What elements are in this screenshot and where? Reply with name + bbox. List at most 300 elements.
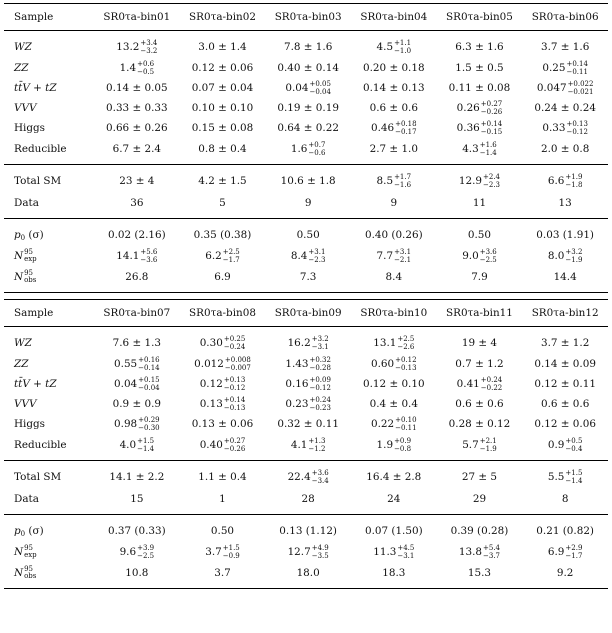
uncertainty-down: −1.4	[479, 149, 497, 157]
value	[284, 41, 332, 53]
value-cell	[180, 515, 266, 543]
table-divider	[4, 293, 608, 300]
value-cell	[94, 219, 180, 247]
value-cell	[180, 562, 266, 589]
row-label-n_exp	[4, 246, 94, 266]
value-cell	[522, 542, 608, 562]
value	[548, 248, 583, 264]
value-cell	[522, 562, 608, 589]
value	[113, 337, 161, 349]
row-label-total_sm	[4, 165, 94, 193]
p0-symbol: p	[14, 228, 21, 241]
uncertainty-up: +0.18	[395, 120, 417, 128]
uncertainty-up: +5.4	[483, 544, 501, 552]
central-value: 0.55	[114, 358, 138, 370]
uncertainty-up: +3.1	[308, 248, 326, 256]
value-cell	[94, 31, 180, 59]
central-value: 29	[472, 493, 487, 505]
central-value: 3.7 ± 1.6	[540, 41, 590, 53]
asym-uncertainty	[565, 173, 582, 189]
value	[377, 39, 412, 55]
value	[459, 544, 500, 560]
table-row-wz	[4, 327, 608, 355]
central-value: 0.12 ± 0.06	[534, 418, 596, 430]
uncertainty-down: −3.7	[483, 552, 501, 560]
asym-uncertainty	[138, 356, 159, 372]
value-cell	[437, 394, 523, 414]
p0-unit: (σ)	[25, 524, 44, 537]
value-cell	[94, 374, 180, 394]
row-label-zz	[4, 354, 94, 374]
table-row-vvv	[4, 98, 608, 118]
central-value: 0.40 ± 0.14	[277, 62, 339, 74]
sample-label: Sample	[14, 11, 54, 23]
central-value: 0.41	[456, 378, 480, 390]
uncertainty-down: −3.2	[140, 47, 158, 55]
value	[548, 469, 583, 485]
value	[125, 271, 148, 283]
value	[119, 175, 154, 187]
central-value: 3.7	[214, 567, 231, 579]
central-value: 0.39 (0.28)	[450, 525, 509, 537]
central-value: 0.40 (0.26)	[364, 229, 423, 241]
central-value: 0.24 ± 0.24	[534, 102, 596, 114]
table-row-wz	[4, 31, 608, 59]
uncertainty-down: −1.9	[565, 256, 583, 264]
central-value: 1.4	[119, 62, 137, 74]
central-value: 0.4 ± 0.4	[369, 398, 418, 410]
value-cell	[94, 327, 180, 355]
n-symbol: N	[14, 271, 24, 283]
uncertainty-down: −0.26	[223, 445, 246, 453]
row-label-p0	[4, 515, 94, 543]
asym-uncertainty	[483, 544, 500, 560]
central-value: 0.32 ± 0.11	[277, 418, 339, 430]
value	[462, 437, 497, 453]
n-superscript: 95	[24, 565, 34, 573]
value	[106, 82, 168, 94]
value-cell	[437, 414, 523, 434]
value	[130, 197, 143, 209]
value	[302, 493, 315, 505]
table-row-n_exp	[4, 246, 608, 266]
reducible-label: Reducible	[14, 143, 67, 155]
uncertainty-up: +1.5	[565, 469, 583, 477]
asym-uncertainty	[483, 173, 500, 189]
value-cell	[522, 414, 608, 434]
central-value: 1.1 ± 0.4	[198, 471, 247, 483]
value-cell	[437, 562, 523, 589]
value-cell	[437, 327, 523, 355]
uncertainty-down: −0.13	[395, 364, 417, 372]
value-cell	[437, 246, 523, 266]
table-row-total_sm	[4, 461, 608, 489]
uncertainty-down: −0.04	[138, 384, 160, 392]
uncertainty-up: +3.2	[311, 335, 329, 343]
central-value: 16.2	[287, 337, 311, 349]
row-label-vvv	[4, 98, 94, 118]
uncertainty-up: +1.9	[565, 173, 583, 181]
central-value: 6.6	[547, 175, 565, 187]
uncertainty-up: +0.12	[395, 356, 417, 364]
value	[371, 120, 417, 136]
value	[537, 80, 594, 96]
value	[114, 356, 160, 372]
row-label-ttv	[4, 374, 94, 394]
central-value: 0.12 ± 0.06	[191, 62, 254, 74]
value	[548, 544, 583, 560]
table-row-data	[4, 488, 608, 515]
value	[455, 398, 503, 410]
table-row-n_obs	[4, 266, 608, 293]
uncertainty-down: −1.2	[308, 445, 326, 453]
value-cell	[94, 488, 180, 515]
value	[114, 416, 160, 432]
value-cell	[94, 414, 180, 434]
p0-unit: (σ)	[25, 228, 44, 241]
row-label-higgs	[4, 414, 94, 434]
sample-label: Sample	[14, 307, 54, 319]
uncertainty-up: +0.09	[309, 376, 331, 384]
value-cell	[94, 394, 180, 414]
n-indices	[24, 249, 37, 263]
table-row-data	[4, 192, 608, 219]
uncertainty-down: −1.6	[394, 181, 412, 189]
value-cell	[94, 165, 180, 193]
central-value: 0.33 ± 0.33	[106, 102, 168, 114]
value-cell	[437, 354, 523, 374]
value	[113, 143, 161, 155]
central-value: 6.9	[214, 271, 231, 283]
value-cell	[351, 118, 437, 138]
value	[451, 525, 509, 537]
uncertainty-up: +1.6	[479, 141, 497, 149]
value-cell	[351, 461, 437, 489]
value-cell	[437, 118, 523, 138]
yield-tables	[4, 3, 608, 589]
value-cell	[94, 78, 180, 98]
value-cell	[437, 138, 523, 165]
row-label-reducible	[4, 434, 94, 461]
column-header: SR0τa-bin03	[265, 4, 351, 31]
value-cell	[522, 246, 608, 266]
value	[113, 398, 161, 410]
central-value: 0.19 ± 0.19	[277, 102, 339, 114]
value	[534, 418, 596, 430]
row-label-wz	[4, 327, 94, 355]
value-cell	[180, 266, 266, 293]
value-cell	[180, 192, 266, 219]
value-cell	[437, 266, 523, 293]
asym-uncertainty	[568, 80, 594, 96]
uncertainty-up: +0.7	[308, 141, 326, 149]
value-cell	[351, 434, 437, 461]
value	[373, 335, 414, 351]
central-value: 0.35 (0.38)	[193, 229, 252, 241]
column-header: SR0τa-bin01	[94, 4, 180, 31]
double-rule	[4, 293, 608, 300]
value-cell	[351, 354, 437, 374]
value	[288, 544, 329, 560]
value	[365, 229, 423, 241]
value	[205, 544, 240, 560]
uncertainty-up: +5.6	[140, 248, 158, 256]
central-value: 0.23	[285, 398, 309, 410]
central-value: 3.0 ± 1.4	[198, 41, 247, 53]
uncertainty-down: −3.6	[140, 256, 158, 264]
uncertainty-up: +0.25	[223, 335, 246, 343]
central-value: 15	[130, 493, 144, 505]
central-value: 7.7	[376, 250, 394, 262]
uncertainty-up: +0.14	[223, 396, 246, 404]
value	[279, 525, 337, 537]
n-indices	[24, 545, 37, 559]
central-value: 9	[304, 197, 312, 209]
asym-uncertainty	[309, 396, 330, 412]
table-row-reducible	[4, 138, 608, 165]
value-cell	[94, 461, 180, 489]
value-cell	[265, 165, 351, 193]
value-cell	[522, 192, 608, 219]
value	[363, 378, 425, 390]
central-value: 14.4	[553, 271, 577, 283]
uncertainty-up: +0.24	[309, 396, 331, 404]
n-superscript: 95	[24, 269, 34, 277]
value-cell	[94, 354, 180, 374]
value-cell	[522, 78, 608, 98]
value	[449, 82, 511, 94]
central-value: 0.30	[199, 337, 223, 349]
asym-uncertainty	[138, 376, 159, 392]
n-symbol: N	[14, 546, 24, 558]
value	[455, 41, 503, 53]
uncertainty-up: +0.14	[566, 60, 588, 68]
value-cell	[522, 31, 608, 59]
value	[541, 41, 589, 53]
central-value: 0.6 ± 0.6	[540, 398, 590, 410]
value-cell	[94, 515, 180, 543]
value-cell	[437, 31, 523, 59]
data-label: Data	[14, 197, 39, 209]
row-label-p0	[4, 219, 94, 247]
central-value: 2.0 ± 0.8	[540, 143, 590, 155]
value-cell	[437, 98, 523, 118]
header-row	[4, 300, 608, 327]
n-symbol: N	[14, 567, 24, 579]
uncertainty-down: −1.0	[394, 47, 412, 55]
value	[277, 102, 339, 114]
central-value: 14.1	[116, 250, 140, 262]
value	[462, 337, 497, 349]
asym-uncertainty	[395, 356, 416, 372]
p0-symbol: p	[14, 524, 21, 537]
value-cell	[522, 354, 608, 374]
table-row-p0	[4, 219, 608, 247]
value-cell	[180, 414, 266, 434]
value-cell	[522, 394, 608, 414]
column-header: SR0τa-bin12	[531, 307, 599, 319]
asym-uncertainty	[138, 416, 159, 432]
value-cell	[265, 374, 351, 394]
value-cell	[265, 246, 351, 266]
value	[200, 437, 246, 453]
row-label-wz	[4, 31, 94, 59]
central-value: 0.14 ± 0.09	[534, 358, 596, 370]
value	[116, 248, 157, 264]
ttv-label: tt̄V + tZ	[14, 82, 57, 94]
uncertainty-down: −0.5	[137, 68, 155, 76]
central-value: 0.40	[199, 439, 223, 451]
value	[473, 493, 486, 505]
value-cell	[265, 488, 351, 515]
central-value: 0.04	[285, 82, 309, 94]
value-cell	[351, 192, 437, 219]
column-header: SR0τa-bin02	[180, 4, 266, 31]
value	[285, 396, 331, 412]
value-cell	[94, 562, 180, 589]
table-row-n_obs	[4, 562, 608, 589]
value-cell	[180, 246, 266, 266]
p0-subscript: 0	[20, 233, 26, 242]
value-cell	[265, 562, 351, 589]
uncertainty-down: −1.4	[565, 477, 583, 485]
value	[109, 471, 164, 483]
asym-uncertainty	[223, 248, 240, 264]
uncertainty-up: +4.9	[311, 544, 329, 552]
n-indices	[24, 270, 36, 284]
value	[370, 398, 418, 410]
central-value: 12.7	[287, 546, 311, 558]
central-value: 0.50	[296, 229, 320, 241]
uncertainty-up: +2.5	[222, 248, 240, 256]
uncertainty-up: +1.3	[308, 437, 326, 445]
asym-uncertainty	[224, 376, 245, 392]
uncertainty-up: +0.15	[138, 376, 160, 384]
asym-uncertainty	[565, 437, 582, 453]
central-value: 28	[301, 493, 315, 505]
central-value: 10.8	[125, 567, 149, 579]
uncertainty-up: +0.13	[566, 120, 588, 128]
value	[108, 229, 166, 241]
asym-uncertainty	[481, 120, 502, 136]
value-cell	[180, 98, 266, 118]
value	[130, 493, 143, 505]
central-value: 18.0	[296, 567, 320, 579]
central-value: 0.12 ± 0.10	[363, 378, 425, 390]
value	[390, 197, 397, 209]
value-cell	[94, 434, 180, 461]
value	[192, 122, 254, 134]
value	[106, 122, 168, 134]
central-value: 13	[558, 197, 572, 209]
row-label-data	[4, 192, 94, 219]
value	[371, 356, 417, 372]
value	[214, 271, 231, 283]
value-cell	[180, 354, 266, 374]
central-value: 0.07 (1.50)	[364, 525, 423, 537]
row-label-zz	[4, 58, 94, 78]
value-cell	[437, 219, 523, 247]
value-cell	[351, 266, 437, 293]
value	[277, 418, 339, 430]
n-superscript: 95	[24, 248, 34, 256]
uncertainty-up: +1.5	[137, 437, 155, 445]
value	[473, 197, 486, 209]
central-value: 7.9	[471, 271, 488, 283]
central-value: 0.03 (1.91)	[536, 229, 594, 241]
asym-uncertainty	[565, 469, 582, 485]
value	[285, 376, 331, 392]
central-value: 0.012	[194, 358, 224, 370]
value	[285, 356, 331, 372]
table-row-n_exp	[4, 542, 608, 562]
value-cell	[522, 461, 608, 489]
value	[559, 197, 572, 209]
value-cell	[180, 542, 266, 562]
column-header: SR0τa-bin08	[189, 307, 256, 319]
asym-uncertainty	[224, 335, 245, 351]
asym-uncertainty	[140, 39, 157, 55]
uncertainty-down: −0.11	[566, 68, 588, 76]
asym-uncertainty	[480, 141, 497, 157]
value	[536, 525, 594, 537]
asym-uncertainty	[308, 437, 325, 453]
value	[541, 337, 589, 349]
table-row-higgs	[4, 414, 608, 434]
value	[457, 376, 503, 392]
asym-uncertainty	[397, 335, 414, 351]
uncertainty-down: −0.4	[565, 445, 583, 453]
central-value: 0.13 ± 0.06	[191, 418, 254, 430]
uncertainty-down: −1.9	[479, 445, 497, 453]
row-label-total_sm	[4, 461, 94, 489]
value	[192, 102, 254, 114]
table-row-ttv	[4, 374, 608, 394]
table-row-ttv	[4, 78, 608, 98]
central-value: 8.4	[385, 271, 403, 283]
central-value: 18.3	[382, 567, 406, 579]
uncertainty-up: +4.5	[397, 544, 415, 552]
uncertainty-down: −3.4	[311, 477, 329, 485]
value	[534, 358, 596, 370]
central-value: 0.13 (1.12)	[279, 525, 337, 537]
central-value: 0.15 ± 0.08	[191, 122, 254, 134]
central-value: 12.9	[458, 175, 483, 187]
value-cell	[351, 562, 437, 589]
uncertainty-down: −2.5	[479, 256, 497, 264]
uncertainty-up: +3.6	[311, 469, 329, 477]
value-cell	[94, 138, 180, 165]
value-cell	[351, 246, 437, 266]
value	[125, 567, 148, 579]
value-cell	[180, 58, 266, 78]
value	[457, 100, 503, 116]
value	[120, 437, 155, 453]
row-label-vvv	[4, 394, 94, 414]
yield-table	[4, 3, 608, 589]
central-value: 9.2	[556, 567, 574, 579]
value-cell	[437, 58, 523, 78]
uncertainty-down: −0.17	[395, 128, 417, 136]
uncertainty-up: +0.022	[567, 80, 594, 88]
wz-label: WZ	[14, 337, 32, 349]
central-value: 24	[387, 493, 401, 505]
column-header: SR0τa-bin09	[274, 307, 342, 319]
central-value: 9.6	[119, 546, 137, 558]
uncertainty-up: +0.10	[395, 416, 417, 424]
central-value: 1.5 ± 0.5	[455, 62, 504, 74]
uncertainty-up: +0.05	[309, 80, 331, 88]
